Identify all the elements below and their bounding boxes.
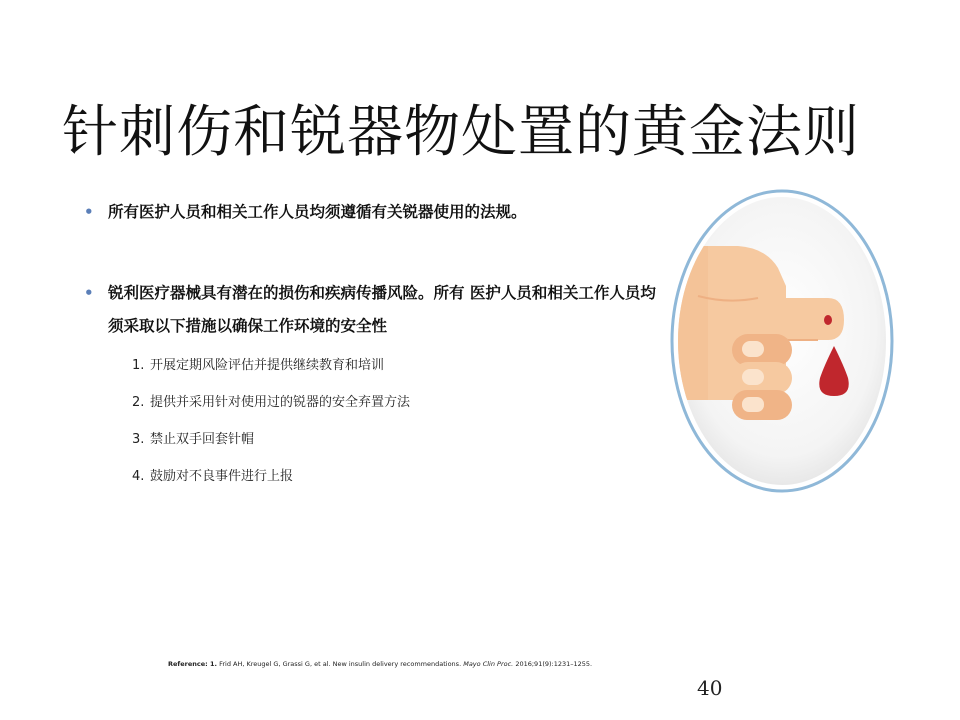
item-number: 4. xyxy=(132,469,145,484)
finger-prick-illustration xyxy=(668,186,896,496)
reference-journal: Mayo Clin Proc. xyxy=(463,660,514,668)
prick-wound xyxy=(824,315,832,325)
numbered-item xyxy=(132,356,612,376)
bullet-item xyxy=(84,196,664,229)
bullet-marker: • xyxy=(84,203,94,221)
bullet-text: 所有医护人员和相关工作人员均须遵循有关锐器使用的法规。 xyxy=(108,203,527,221)
numbered-item xyxy=(132,393,612,413)
reference-text: Frid AH, Kreugel G, Grassi G, et al. New insulin delivery recommendations. xyxy=(219,660,462,668)
numbered-item xyxy=(132,467,612,487)
slide-title: 针刺伤和锐器物处置的黄金法则 xyxy=(62,100,860,165)
reference-citation: 2016;91(9):1231–1255. xyxy=(515,660,593,668)
item-text: 鼓励对不良事件进行上报 xyxy=(150,469,294,484)
bullet-text: 锐利医疗器械具有潜在的损伤和疾病传播风险。所有 医护人员和相关工作人员均须采取以下措施以确保工作环境的安全性 xyxy=(108,284,656,335)
item-text: 禁止双手回套针帽 xyxy=(150,432,255,447)
page-number: 40 xyxy=(697,676,723,700)
reference-note xyxy=(168,660,688,668)
finger-prick-blood-icon xyxy=(668,186,896,496)
bullet-item xyxy=(84,277,664,343)
item-number: 2. xyxy=(132,395,145,410)
item-text: 提供并采用针对使用过的锐器的安全弃置方法 xyxy=(150,395,411,410)
reference-label: Reference: 1. xyxy=(168,660,218,668)
bullet-marker: • xyxy=(84,284,94,302)
item-text: 开展定期风险评估并提供继续教育和培训 xyxy=(150,358,385,373)
item-number: 3. xyxy=(132,432,145,447)
item-number: 1. xyxy=(132,358,145,373)
numbered-item xyxy=(132,430,612,450)
